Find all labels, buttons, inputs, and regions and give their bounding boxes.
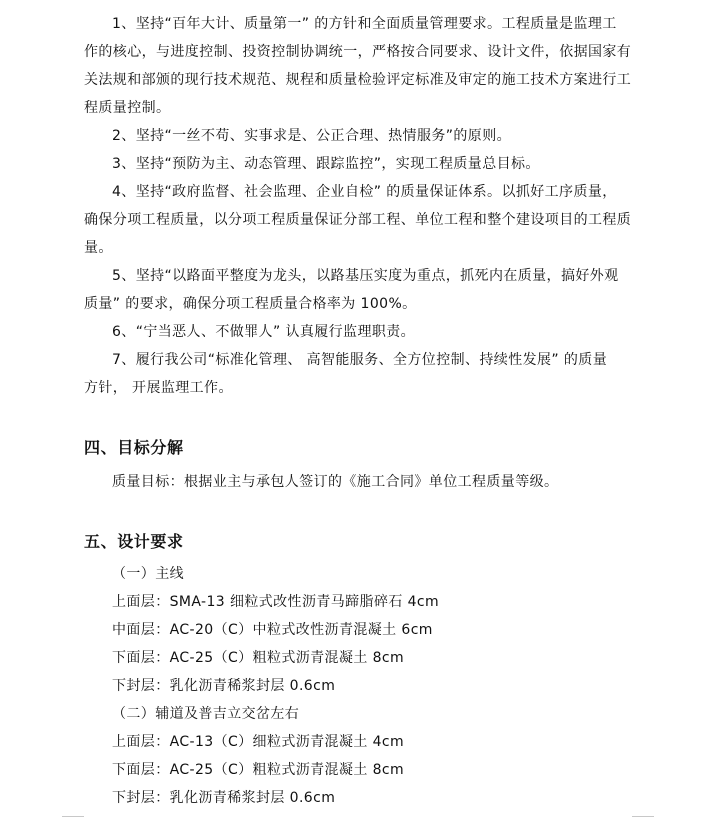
- principle-4-line-2: 确保分项工程质量，以分项工程质量保证分部工程、单位工程和整个建设项目的工程质: [84, 212, 632, 228]
- auxiliary-lower-layer: 下面层：AC-25（C）粗粒式沥青混凝土 8cm: [112, 762, 405, 778]
- principle-1-line-3: 关法规和部颁的现行技术规范、规程和质量检验评定标准及审定的施工技术方案进行工: [84, 72, 632, 88]
- mainline-seal-layer: 下封层：乳化沥青稀浆封层 0.6cm: [112, 678, 336, 694]
- auxiliary-seal-layer: 下封层：乳化沥青稀浆封层 0.6cm: [112, 790, 336, 806]
- auxiliary-upper-layer: 上面层：AC-13（C）细粒式沥青混凝土 4cm: [112, 734, 405, 750]
- principle-1-line-4: 程质量控制。: [84, 100, 171, 116]
- mainline-middle-layer: 中面层：AC-20（C）中粒式改性沥青混凝土 6cm: [112, 622, 433, 638]
- principle-2: 2、坚持“一丝不苟、实事求是、公正合理、热情服务”的原则。: [112, 128, 512, 144]
- principle-1-line-1: 1、坚持“百年大计、质量第一” 的方针和全面质量管理要求。工程质量是监理工: [112, 16, 617, 32]
- section-4-heading: 四、目标分解: [84, 438, 184, 457]
- principle-5-line-2: 质量” 的要求，确保分项工程质量合格率为 100%。: [84, 296, 417, 312]
- principle-4-line-1: 4、坚持“政府监督、社会监理、企业自检” 的质量保证体系。以抓好工序质量，: [112, 184, 617, 200]
- principle-1-line-2: 作的核心，与进度控制、投资控制协调统一，严格按合同要求、设计文件，依据国家有: [84, 44, 632, 60]
- subsection-auxiliary-title: （二）辅道及普吉立交岔左右: [112, 706, 300, 722]
- subsection-mainline-title: （一）主线: [112, 566, 184, 582]
- principle-7-line-1: 7、履行我公司“标准化管理、 高智能服务、全方位控制、持续性发展” 的质量: [112, 352, 608, 368]
- principle-4-line-3: 量。: [84, 240, 113, 256]
- section-5-heading: 五、设计要求: [84, 532, 184, 551]
- principle-6: 6、“宁当恶人、不做罪人” 认真履行监理职责。: [112, 324, 416, 340]
- mainline-lower-layer: 下面层：AC-25（C）粗粒式沥青混凝土 8cm: [112, 650, 405, 666]
- principle-3: 3、坚持“预防为主、动态管理、跟踪监控”，实现工程质量总目标。: [112, 156, 540, 172]
- principle-7-line-2: 方针， 开展监理工作。: [84, 380, 233, 396]
- principle-5-line-1: 5、坚持“以路面平整度为龙头，以路基压实度为重点，抓死内在质量，搞好外观: [112, 268, 619, 284]
- mainline-upper-layer: 上面层：SMA-13 细粒式改性沥青马蹄脂碎石 4cm: [112, 594, 440, 610]
- quality-goal: 质量目标：根据业主与承包人签订的《施工合同》单位工程质量等级。: [112, 474, 559, 490]
